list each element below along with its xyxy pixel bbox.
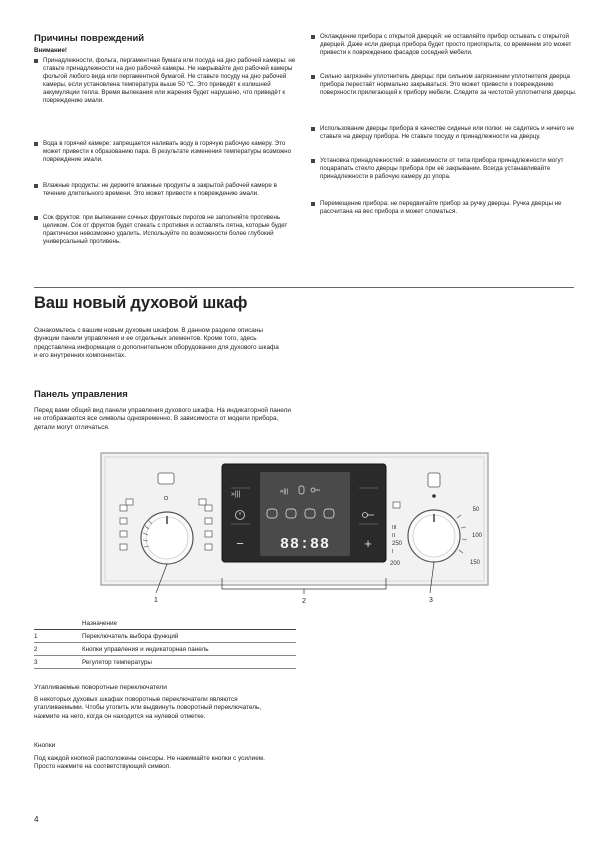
panel-text: Перед вами общий вид панели управления духового шкафа. На индикаторной панели не отображаются все символы одновременно. В зависимости от модели прибора, детали могут отличаться.	[34, 407, 291, 431]
temp-scale-200: 200	[389, 561, 401, 567]
bullet-square-icon	[34, 59, 38, 63]
section-title-panel: Панель управления	[34, 389, 128, 400]
light-icon	[393, 502, 400, 508]
bullet-square-icon	[311, 75, 315, 79]
bullet-square-icon	[34, 216, 38, 220]
table-cell-text: Переключатель выбора функций	[82, 630, 296, 643]
bullet-square-icon	[311, 35, 315, 39]
bullet-square-icon	[311, 159, 315, 163]
callout-1: 1	[154, 597, 158, 604]
screen-heat-icon: »|||	[280, 489, 289, 495]
table-header-empty	[34, 617, 82, 630]
temp-scale-250: 250	[391, 541, 403, 547]
bullet-text: Принадлежности, фольга, пергаментная бумага или посуда на дно рабочей камеры: не ставьте принадлежности на дно рабочей камеры. Не накрывайте дно рабочей камеры фольгой любого вида или пергаментной бумагой. Не ставьте посуду на дно рабочей камеры, если установлена температура выше 50 °C. Это приведёт к излишней аккумуляции тепла. Время выпекания или жарения будет нарушено, что приведёт к повреждению эмали.	[43, 57, 296, 104]
bullet-moist-food	[34, 182, 301, 198]
callout-3: 3	[429, 597, 433, 604]
temp-scale-100: 100	[471, 533, 483, 539]
function-table	[34, 617, 296, 669]
display-digits: 88:88	[279, 536, 331, 553]
page-number: 4	[34, 815, 39, 824]
bullet-fruit-juice	[34, 214, 301, 246]
attention-label: Внимание!	[34, 47, 67, 54]
knobs-title: Утапливаемые поворотные переключатели	[34, 684, 167, 691]
table-cell-num: 2	[34, 643, 82, 656]
bullet-text: Установка принадлежностей: в зависимости от типа прибора принадлежности могут поцарапать стекло дверцы прибора при её закрывании. Всегда устанавливайте принадлежности в рабочую камеру до упора.	[320, 157, 564, 180]
bullet-square-icon	[311, 202, 315, 206]
plus-button: +	[364, 536, 372, 551]
bullet-text: Перемещение прибора: не передвигайте прибор за ручку дверцы. Ручка дверцы не рассчитана на вес прибора и может сломаться.	[320, 200, 562, 215]
temperature-icon-top	[428, 473, 440, 487]
bullet-square-icon	[34, 142, 38, 146]
table-row	[34, 630, 296, 643]
bullet-text: Сильно загрязнён уплотнитель дверцы: при сильном загрязнении уплотнителя дверца прибора перестаёт нормально закрываться. Это может привести к повреждению поверхности прилегающей к прибору мебели. Следите за чистотой уплотнителя дверцы.	[320, 73, 577, 96]
callout-2: 2	[302, 598, 306, 605]
table-cell-text: Кнопки управления и индикаторная панель	[82, 643, 296, 656]
bullet-text: Использование дверцы прибора в качестве сиденья или полки: не садитесь и ничего не ставьте на дверцу прибора. Не ставьте посуду и принадлежности на дверцу.	[320, 125, 575, 140]
minus-button: −	[236, 536, 244, 551]
bullet-text: Влажные продукты: не держите влажные продукты в закрытой рабочей камере в течение длительного времени. Это может привести к повреждению эмали.	[43, 182, 277, 197]
table-cell-text: Регулятор температуры	[82, 656, 296, 669]
table-row	[34, 643, 296, 656]
bullet-square-icon	[34, 184, 38, 188]
bullet-dirty-seal	[311, 73, 582, 97]
bullet-accessories	[34, 57, 301, 105]
table-header-row	[34, 617, 296, 630]
bullet-door-as-seat	[311, 125, 582, 141]
bullet-text: Сок фруктов: при выпекании сочных фруктовых пирогов не заполняйте противень целиком. Сок от фруктов будет стекать с противня и оставлять пятна, которые будет практически невозможно удалить. Используйте по возможности более глубокий универсальный противень.	[43, 214, 288, 245]
bullet-water	[34, 140, 301, 164]
temp-scale-50: 50	[472, 507, 480, 513]
table-header-purpose: Назначение	[82, 617, 296, 630]
table-cell-num: 1	[34, 630, 82, 643]
bullet-text: Вода в горячей камере: запрещается наливать воду в горячую рабочую камеру. Это может привести к образованию пара. В результате изменения температуры возможно повреждение эмали.	[43, 140, 292, 163]
svg-text:I: I	[392, 549, 394, 555]
temperature-off-mark	[432, 494, 436, 498]
bullet-text: Охлаждение прибора с открытой дверцей: не оставляйте прибор остывать с открытой дверцей. Даже если дверца прибора будет просто приоткрыта, со временем это может привести к повреждению фасадов соседней мебели.	[320, 33, 572, 56]
bullet-square-icon	[311, 127, 315, 131]
buttons-title: Кнопки	[34, 742, 56, 749]
knobs-text: В некоторых духовых шкафах поворотные переключатели являются утапливаемыми. Чтобы утопить или выдвинуть поворотный переключатель, нажмите на него, когда он находится на нулевой отметке.	[34, 696, 262, 720]
bullet-moving-appliance	[311, 200, 582, 216]
intro-text: Ознакомьтесь с вашим новым духовым шкафом. В данном разделе описаны функции панели управления и ее отдельных элементов. Кроме того, здесь представлена информация о дополнительном оборудовании для духового шкафа и его внутренних компонентах.	[34, 327, 279, 359]
quick-heat-icon: »|||	[231, 491, 241, 498]
table-row	[34, 656, 296, 669]
temp-scale-150: 150	[469, 560, 481, 566]
page-title: Ваш новый духовой шкаф	[34, 294, 248, 312]
bullet-accessory-install	[311, 157, 582, 181]
function-selector-knob	[141, 512, 193, 564]
section-divider	[34, 287, 574, 288]
control-panel-diagram	[100, 448, 490, 608]
buttons-text: Под каждой кнопкой расположены сенсоры. Не нажимайте кнопки с усилием. Просто нажмите на соответствующий символ.	[34, 755, 265, 771]
section-title-damage: Причины повреждений	[34, 33, 145, 44]
table-cell-num: 3	[34, 656, 82, 669]
bullet-cooling-door-open	[311, 33, 582, 57]
function-icon-top	[158, 473, 174, 484]
svg-text:III: III	[392, 525, 397, 531]
svg-text:II: II	[392, 533, 396, 539]
